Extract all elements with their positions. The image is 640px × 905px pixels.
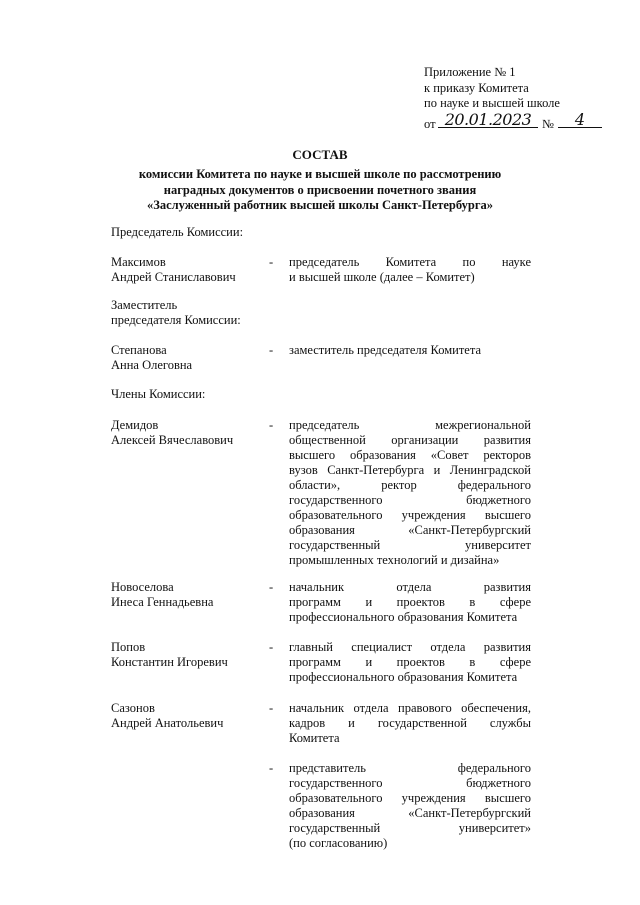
position-line: высшего образования «Совет ректоров bbox=[289, 448, 531, 462]
appendix-line-2: к приказу Комитета bbox=[424, 80, 529, 95]
member-given-names: Инеса Геннадьевна bbox=[111, 595, 214, 609]
chair-section-label: Председатель Комиссии: bbox=[111, 225, 244, 239]
position-line: и высшей школе (далее – Комитет) bbox=[289, 270, 475, 284]
member-given-names: Константин Игоревич bbox=[111, 655, 228, 669]
position-line: профессионального образования Комитета bbox=[289, 670, 518, 684]
position-line: области», ректор федерального bbox=[289, 478, 531, 492]
member-given-names: Анна Олеговна bbox=[111, 358, 193, 372]
position-line: председатель межрегиональной bbox=[289, 418, 531, 432]
member-given-names: Андрей Станиславович bbox=[111, 270, 236, 284]
member-name bbox=[111, 343, 274, 373]
position-line: образовательного учреждения высшего bbox=[289, 791, 531, 805]
dash-separator: - bbox=[269, 418, 274, 432]
member-row bbox=[111, 418, 531, 567]
position-line: государственного бюджетного bbox=[289, 493, 531, 507]
position-line: образовательного учреждения высшего bbox=[289, 508, 531, 522]
date-prefix: от bbox=[424, 116, 436, 131]
position-line: вузов Санкт-Петербурга и Ленинградской bbox=[289, 463, 531, 477]
position-line: государственный университет» bbox=[289, 821, 531, 835]
position-line: образования «Санкт-Петербургский bbox=[289, 523, 531, 537]
member-surname: Демидов bbox=[111, 418, 159, 432]
member-position bbox=[289, 640, 531, 685]
member-position bbox=[289, 761, 531, 851]
dash-separator: - bbox=[269, 255, 274, 269]
position-line: программ и проектов в сфере bbox=[289, 595, 531, 609]
member-surname: Новоселова bbox=[111, 580, 174, 594]
member-row bbox=[111, 343, 531, 372]
dash-separator: - bbox=[269, 343, 274, 357]
dash-separator: - bbox=[269, 701, 274, 715]
position-line: профессионального образования Комитета bbox=[289, 610, 518, 624]
position-line: промышленных технологий и дизайна» bbox=[289, 553, 500, 567]
appendix-header bbox=[424, 65, 584, 136]
member-row bbox=[111, 640, 531, 684]
member-name bbox=[111, 640, 274, 670]
member-row bbox=[111, 761, 531, 850]
dash-separator: - bbox=[269, 761, 274, 775]
position-line: председатель Комитета по науке bbox=[289, 255, 531, 269]
member-row bbox=[111, 255, 531, 284]
position-line: начальник отдела развития bbox=[289, 580, 531, 594]
order-date-handwritten: 20.01.2023 bbox=[438, 112, 538, 129]
position-line: Комитета bbox=[289, 731, 340, 745]
position-line: представитель федерального bbox=[289, 761, 531, 775]
dash-separator: - bbox=[269, 580, 274, 594]
member-surname: Степанова bbox=[111, 343, 167, 357]
order-number-handwritten: 4 bbox=[558, 112, 602, 129]
member-position bbox=[289, 343, 531, 358]
title-line-2: наградных документов о присвоении почетного звания bbox=[163, 182, 477, 197]
member-name bbox=[111, 255, 274, 285]
member-row bbox=[111, 701, 531, 745]
member-name bbox=[111, 701, 274, 731]
appendix-line-3: по науке и высшей школе bbox=[424, 96, 560, 110]
title-line-1: комиссии Комитета по науке и высшей школе по рассмотрению bbox=[138, 167, 502, 181]
member-position bbox=[289, 255, 531, 285]
member-name bbox=[111, 418, 274, 448]
member-position bbox=[289, 418, 531, 568]
position-line: государственный университет bbox=[289, 538, 531, 552]
dash-separator: - bbox=[269, 640, 274, 654]
number-label: № bbox=[542, 116, 554, 131]
member-name bbox=[111, 580, 274, 610]
member-row bbox=[111, 580, 531, 624]
members-section-label: Члены Комиссии: bbox=[111, 387, 206, 401]
position-line: кадров и государственной службы bbox=[289, 716, 531, 730]
title-heading: СОСТАВ bbox=[292, 147, 348, 162]
member-surname: Максимов bbox=[111, 255, 166, 269]
member-given-names: Алексей Вячеславович bbox=[111, 433, 234, 447]
member-surname: Сазонов bbox=[111, 701, 155, 715]
position-line: общественной организации развития bbox=[289, 433, 531, 447]
position-line: заместитель председателя Комитета bbox=[289, 343, 482, 357]
member-position bbox=[289, 580, 531, 625]
title-line-3: «Заслуженный работник высшей школы Санкт-Петербурга» bbox=[146, 198, 494, 212]
member-given-names: Андрей Анатольевич bbox=[111, 716, 224, 730]
deputy-section-label-1: Заместитель bbox=[111, 298, 178, 312]
document-title bbox=[60, 147, 580, 214]
position-line: главный специалист отдела развития bbox=[289, 640, 531, 654]
position-line: государственного бюджетного bbox=[289, 776, 531, 790]
position-line: образования «Санкт-Петербургский bbox=[289, 806, 531, 820]
position-line: (по согласованию) bbox=[289, 836, 388, 850]
deputy-section-label-2: председателя Комиссии: bbox=[111, 313, 241, 327]
position-line: программ и проектов в сфере bbox=[289, 655, 531, 669]
order-date-line bbox=[424, 109, 586, 136]
appendix-line-1: Приложение № 1 bbox=[424, 65, 516, 79]
position-line: начальник отдела правового обеспечения, bbox=[289, 701, 531, 715]
member-surname: Попов bbox=[111, 640, 146, 654]
member-position bbox=[289, 701, 531, 746]
